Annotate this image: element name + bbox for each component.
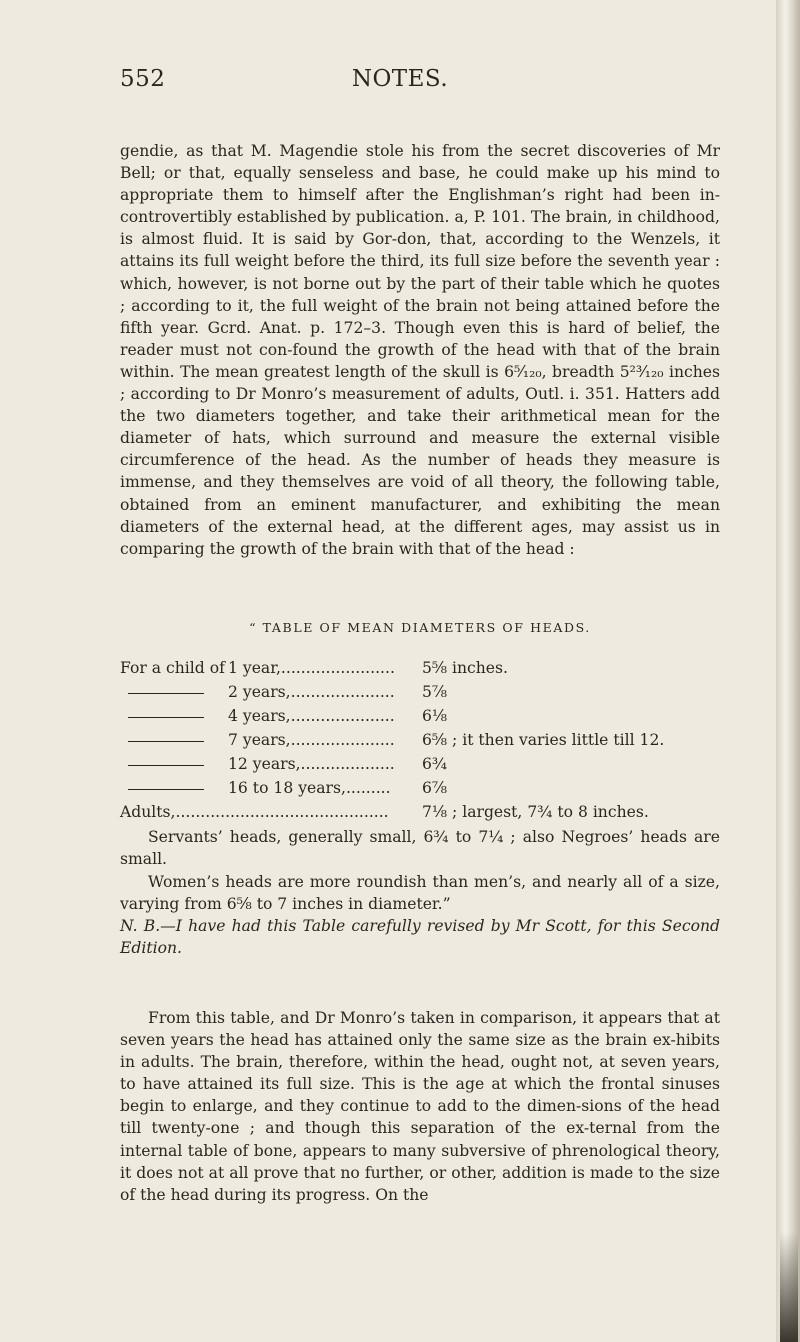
table-row [120, 657, 720, 679]
running-title: NOTES. [351, 66, 449, 92]
ditto-rule [128, 765, 204, 766]
row-prefix: For a child of [120, 659, 225, 677]
adults-value: 7⅛ ; largest, 7¾ to 8 inches. [422, 803, 649, 821]
ditto-rule [128, 789, 204, 790]
row-value: 6⅛ [422, 707, 448, 725]
row-age: 2 years,..................... [228, 683, 395, 701]
table-title: “ TABLE OF MEAN DIAMETERS OF HEADS. [249, 620, 591, 635]
women-note: Women’s heads are more roundish than men’s, and nearly all of a size, varying from 6⅝ to 7 inches in diameter.” [120, 873, 720, 914]
servants-note: Servants’ heads, generally small, 6¾ to 7¼ ; also Negroes’ heads are small. [120, 828, 720, 869]
nota-bene: N. B.—I have had this Table carefully revised by Mr Scott, for this Second Edition. [120, 917, 720, 958]
edge-shadow [780, 1232, 798, 1342]
table-row [120, 777, 720, 799]
page-number: 552 [120, 66, 166, 92]
row-value: 6¾ [422, 755, 448, 773]
paragraph-conclusion: From this table, and Dr Monro’s taken in comparison, it appears that at seven years the head has attained only the same size as the brain ex-hibits in adults. The brain, therefore, within the head, ought not, at seven years, to have attained its full size. This is the age at which the frontal sinuses begin to enlarge, and they continue to add to the dimen-sions of the head till twenty-one ; and though this separation of the ex-ternal from the internal table of bone, appears to many subversive of phrenological theory, it does not at all prove that no further, or other, addition is made to the size of the head during its progress. On the [120, 1009, 720, 1204]
ditto-rule [128, 741, 204, 742]
paragraph-intro: gendie, as that M. Magendie stole his from the secret discoveries of Mr Bell; or that, equally senseless and base, he could make up his mind to appropriate them to himself after the Englishman’s right had been in-controvertibly established by publication. a, P. 101. The brain, in childhood, is almost fluid. It is said by Gor-don, that, according to the Wenzels, it attains its full weight before the third, its full size before the seventh year : which, however, is not borne out by the part of their table which he quotes ; according to it, the full weight of the brain not being attained before the fifth year. Gcrd. Anat. p. 172–3. Though even this is hard of belief, the reader must not con-found the growth of the head with that of the brain within. The mean greatest length of the skull is 6⁵⁄₁₂₀, breadth 5²³⁄₁₂₀ inches ; according to Dr Monro’s measurement of adults, Outl. i. 351. Hatters add the two diameters together, and take their arithmetical mean for the diameter of hats, which surround and measure the external visible circumference of the head. As the number of heads they measure is immense, and they themselves are void of all theory, the following table, obtained from an eminent manufacturer, and exhibiting the mean diameters of the external head, at the different ages, may assist us in comparing the growth of the brain with that of the head : [120, 142, 720, 558]
table-row-adults [120, 801, 720, 823]
row-age: 12 years,................... [228, 755, 395, 773]
table-row [120, 729, 720, 751]
row-value: 6⅞ [422, 779, 448, 797]
row-value: 6⅝ ; it then varies little till 12. [422, 731, 665, 749]
table-row [120, 705, 720, 727]
row-age: 4 years,..................... [228, 707, 395, 725]
table-row [120, 753, 720, 775]
adults-label: Adults,........................................... [120, 803, 389, 821]
page-edge [776, 0, 800, 1342]
row-age: 1 year,....................... [228, 659, 395, 677]
row-age: 7 years,..................... [228, 731, 395, 749]
row-value: 5⅞ [422, 683, 448, 701]
ditto-rule [128, 717, 204, 718]
page-header [120, 66, 720, 102]
ditto-rule [128, 693, 204, 694]
row-value: 5⅝ inches. [422, 659, 508, 677]
row-age: 16 to 18 years,......... [228, 779, 391, 797]
table-row [120, 681, 720, 703]
